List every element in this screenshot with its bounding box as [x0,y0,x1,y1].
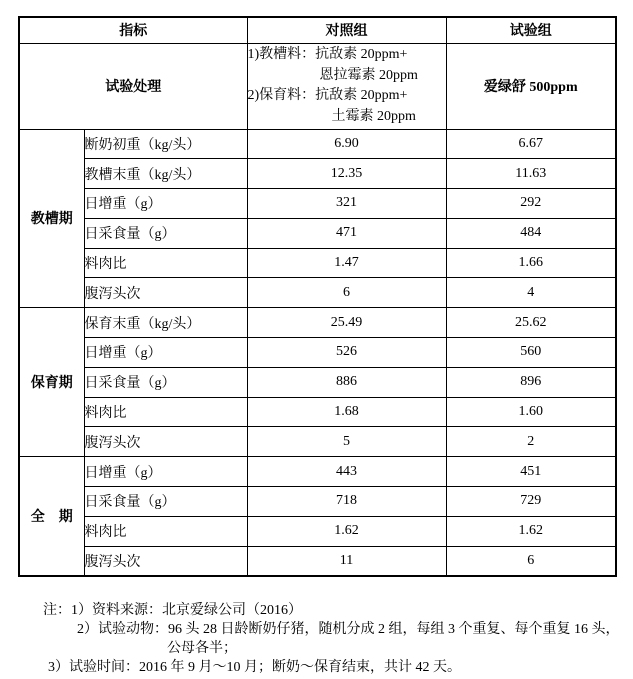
test-value: 729 [446,487,616,517]
control-value: 1.47 [247,248,446,278]
test-value: 292 [446,189,616,219]
metric-label: 保育末重（kg/头） [84,308,247,338]
group-label-jiaocao: 教槽期 [19,129,84,308]
treatment-row [19,43,616,129]
table-row [19,338,616,368]
metric-label: 日增重（g） [84,189,247,219]
table-row [19,129,616,159]
control-value: 471 [247,218,446,248]
control-value: 1.62 [247,516,446,546]
control-value: 718 [247,487,446,517]
metric-label: 料肉比 [84,516,247,546]
note-animals-continued: 公母各半； [167,641,237,656]
metric-label: 日采食量（g） [84,367,247,397]
table-row [19,546,616,576]
test-value: 4 [446,278,616,308]
test-value: 25.62 [446,308,616,338]
control-value: 443 [247,457,446,487]
test-value: 6.67 [446,129,616,159]
control-treatment-line: 土霉素 20ppm [331,108,416,124]
control-value: 1.68 [247,397,446,427]
table-row [19,308,616,338]
metric-label: 腹泻头次 [84,427,247,457]
note-animals: 2）试验动物：96 头 28 日龄断奶仔猪，随机分成 2 组，每组 3 个重复、每个重复 16 头， [77,622,620,637]
metric-label: 教槽末重（kg/头） [84,159,247,189]
metric-label: 日增重（g） [84,457,247,487]
test-value: 484 [446,218,616,248]
treatment-row-label: 试验处理 [19,43,247,129]
footnotes [0,601,633,677]
control-value: 6.90 [247,129,446,159]
test-value: 1.62 [446,516,616,546]
test-value: 11.63 [446,159,616,189]
control-group-column-header: 对照组 [247,17,446,43]
table-row [19,487,616,517]
table-row [19,367,616,397]
table-row [19,278,616,308]
note-duration: 3）试验时间：2016 年 9 月～10 月；断奶～保育结束，共计 42 天。 [48,660,461,675]
test-treatment-cell: 爱绿舒 500ppm [446,43,616,129]
control-value: 12.35 [247,159,446,189]
indicator-column-header: 指标 [19,17,247,43]
control-treatment-line: 2)保育料：抗敌素 20ppm+ [247,88,408,103]
test-value: 2 [446,427,616,457]
group-label-quanqi: 全 期 [19,457,84,576]
test-group-column-header: 试验组 [446,17,616,43]
group-label-baoyu: 保育期 [19,308,84,457]
metric-label: 料肉比 [84,248,247,278]
metric-label: 日采食量（g） [84,487,247,517]
metric-label: 日增重（g） [84,338,247,368]
metric-label: 腹泻头次 [84,546,247,576]
control-value: 11 [247,546,446,576]
metric-label: 日采食量（g） [84,218,247,248]
control-value: 25.49 [247,308,446,338]
note-source: 注：1）资料来源：北京爱绿公司（2016） [43,603,302,618]
control-value: 5 [247,427,446,457]
test-value: 896 [446,367,616,397]
table-row [19,516,616,546]
metric-label: 腹泻头次 [84,278,247,308]
table-row [19,159,616,189]
table-row [19,427,616,457]
control-value: 6 [247,278,446,308]
table-row [19,189,616,219]
metric-label: 断奶初重（kg/头） [84,129,247,159]
header-row [19,17,616,43]
test-value: 1.66 [446,248,616,278]
test-value: 6 [446,546,616,576]
table-row [19,397,616,427]
trial-results-table [18,16,617,577]
control-treatment-line: 恩拉霉素 20ppm [319,67,418,83]
test-value: 560 [446,338,616,368]
control-value: 321 [247,189,446,219]
table-row [19,457,616,487]
test-value: 451 [446,457,616,487]
test-value: 1.60 [446,397,616,427]
table-row [19,248,616,278]
control-treatment-cell [247,43,446,129]
table-row [19,218,616,248]
control-treatment-line: 1)教槽料：抗敌素 20ppm+ [247,47,408,62]
control-value: 886 [247,367,446,397]
control-value: 526 [247,338,446,368]
metric-label: 料肉比 [84,397,247,427]
